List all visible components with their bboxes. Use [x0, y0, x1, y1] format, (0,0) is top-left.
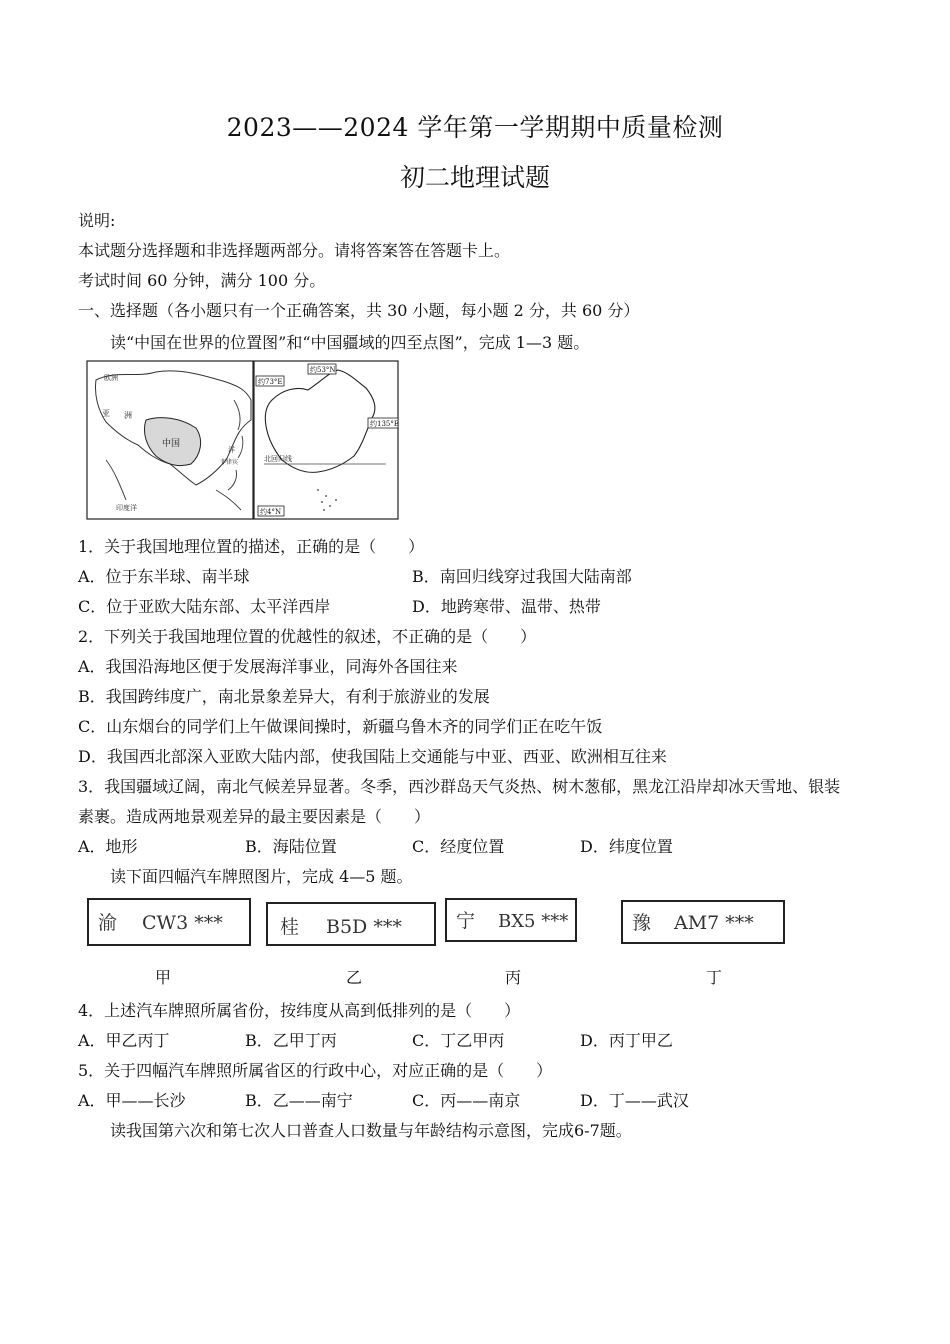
question-2-option-b: B．我国跨纬度广，南北景象差异大，有利于旅游业的发展 — [78, 687, 490, 706]
question-1-option-d: D．地跨寒带、温带、热带 — [412, 597, 601, 616]
plate-ding-code: AM7 *** — [674, 912, 754, 934]
question-4-option-c: C．丁乙甲丙 — [412, 1031, 505, 1050]
instructions-line-2: 考试时间 60 分钟，满分 100 分。 — [78, 271, 326, 290]
question-2-option-a: A．我国沿海地区便于发展海洋事业，同海外各国往来 — [78, 657, 458, 676]
plate-ding-prefix: 豫 — [632, 912, 652, 934]
point-west: 约73°E — [258, 378, 283, 386]
question-3-stem-line-1: 3．我国疆域辽阔，南北气候差异显著。冬季，西沙群岛天气炎热、树木葱郁，黑龙江沿岸却冰天雪地、银装 — [78, 777, 841, 796]
question-1-stem: 1．关于我国地理位置的描述，正确的是（ ） — [78, 537, 425, 556]
exam-title: 2023——2024 学年第一学期期中质量检测 — [226, 113, 724, 142]
instructions-heading: 说明: — [78, 211, 116, 230]
question-3-option-b: B．海陆位置 — [245, 837, 337, 856]
plate-yi — [267, 903, 435, 945]
world-position-map — [87, 361, 253, 519]
question-2-stem: 2．下列关于我国地理位置的优越性的叙述，不正确的是（ ） — [78, 627, 537, 646]
question-5-option-d: D．丁——武汉 — [580, 1091, 689, 1110]
point-east: 约135°E — [370, 420, 399, 428]
china-location-maps — [86, 360, 400, 522]
question-5-option-a: A．甲——长沙 — [78, 1091, 186, 1110]
question-4-option-d: D．丙丁甲乙 — [580, 1031, 673, 1050]
plate-bing-prefix: 宁 — [456, 910, 476, 932]
map-label-ya: 亚 — [102, 409, 110, 418]
plate-label-yi: 乙 — [346, 968, 363, 987]
plate-ding — [622, 901, 784, 943]
question-4-stem: 4．上述汽车牌照所属省份，按纬度从高到低排列的是（ ） — [78, 1001, 521, 1020]
plate-yi-code: B5D *** — [326, 916, 402, 938]
plate-label-bing: 丙 — [505, 968, 522, 987]
plate-label-ding: 丁 — [706, 968, 723, 987]
map-label-china: 中国 — [162, 439, 181, 449]
reading-prompt-2: 读下面四幅汽车牌照图片，完成 4—5 题。 — [110, 867, 413, 886]
point-south: 约4°N — [260, 508, 282, 516]
reading-prompt-3: 读我国第六次和第七次人口普查人口数量与年龄结构示意图，完成6-7题。 — [110, 1121, 632, 1140]
map-label-ocean: 洋 — [228, 446, 235, 454]
question-5-option-c: C．丙——南京 — [412, 1091, 521, 1110]
question-4-option-b: B．乙甲丁丙 — [245, 1031, 337, 1050]
map-label-indian-ocean: 印度洋 — [116, 504, 137, 512]
question-2-option-c: C．山东烟台的同学们上午做课间操时，新疆乌鲁木齐的同学们正在吃午饭 — [78, 717, 603, 736]
question-2-option-d: D．我国西北部深入亚欧大陆内部，使我国陆上交通能与中亚、西亚、欧洲相互往来 — [78, 747, 667, 766]
question-3-option-d: D．纬度位置 — [580, 837, 673, 856]
question-3-option-a: A．地形 — [78, 837, 138, 856]
plate-jia — [88, 899, 250, 945]
exam-subtitle: 初二地理试题 — [399, 163, 550, 192]
map-label-europe: 欧洲 — [104, 374, 118, 382]
plate-bing-code: BX5 *** — [498, 911, 569, 932]
plate-jia-prefix: 渝 — [98, 912, 118, 934]
question-1-option-a: A．位于东半球、南半球 — [78, 567, 250, 586]
section-title: 一、选择题（各小题只有一个正确答案，共 30 小题，每小题 2 分，共 60 分） — [78, 301, 640, 320]
plate-jia-code: CW3 *** — [142, 912, 223, 934]
plate-yi-prefix: 桂 — [280, 916, 300, 938]
instructions-line-1: 本试题分选择题和非选择题两部分。请将答案答在答题卡上。 — [78, 241, 511, 260]
point-north: 约53°N — [310, 366, 336, 374]
question-5-option-b: B．乙——南宁 — [245, 1091, 353, 1110]
reading-prompt-1: 读“中国在世界的位置图”和“中国疆域的四至点图”，完成 1—3 题。 — [110, 333, 590, 352]
map-label-philippines: 菲律宾 — [220, 459, 239, 466]
map-label-zhou: 洲 — [124, 411, 132, 420]
license-plates-figure — [86, 895, 786, 950]
question-3-stem-line-2: 素裹。造成两地景观差异的最主要因素是（ ） — [78, 807, 431, 826]
plate-bing — [446, 899, 576, 941]
tropic-of-cancer-label: 北回归线 — [264, 455, 292, 463]
question-3-option-c: C．经度位置 — [412, 837, 505, 856]
question-1-option-c: C．位于亚欧大陆东部、太平洋西岸 — [78, 597, 331, 616]
extreme-points-map — [254, 361, 399, 519]
question-1-option-b: B．南回归线穿过我国大陆南部 — [412, 567, 632, 586]
plate-label-jia: 甲 — [155, 968, 172, 987]
question-4-option-a: A．甲乙丙丁 — [78, 1031, 170, 1050]
question-5-stem: 5．关于四幅汽车牌照所属省区的行政中心，对应正确的是（ ） — [78, 1061, 553, 1080]
